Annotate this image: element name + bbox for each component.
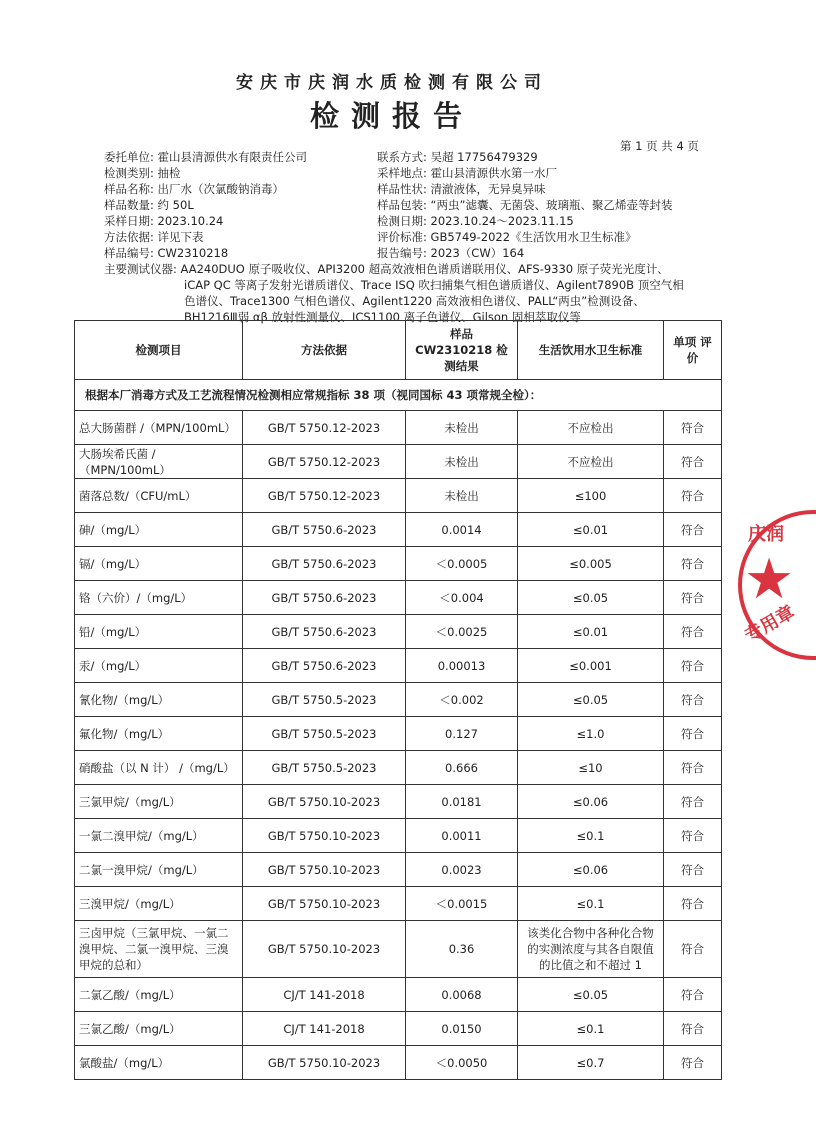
table-row: [75, 1046, 722, 1080]
standard-cell: ≤10: [518, 751, 664, 785]
table-row: [75, 978, 722, 1012]
table-row: [75, 615, 722, 649]
info-value: 清澈液体，无异臭异味: [430, 182, 546, 196]
info-row: [377, 197, 672, 213]
evaluation-cell: 符合: [664, 513, 722, 547]
info-value: 出厂水（次氯酸钠消毒）: [157, 182, 285, 196]
item-cell: 汞/（mg/L）: [75, 649, 243, 683]
method-cell: GB/T 5750.6-2023: [243, 649, 406, 683]
result-cell: ＜0.0050: [406, 1046, 518, 1080]
standard-cell: ≤0.05: [518, 581, 664, 615]
header-item: 检测项目: [75, 321, 243, 380]
info-value: 抽检: [157, 166, 181, 180]
info-label: 样品数量:: [104, 198, 154, 212]
standard-cell: ≤0.05: [518, 683, 664, 717]
method-cell: GB/T 5750.10-2023: [243, 1046, 406, 1080]
info-row: [104, 229, 307, 245]
table-row: [75, 479, 722, 513]
info-row: [104, 149, 307, 165]
item-cell: 氟化物/（mg/L）: [75, 717, 243, 751]
table-row: [75, 649, 722, 683]
table-row: [75, 1012, 722, 1046]
method-cell: GB/T 5750.12-2023: [243, 479, 406, 513]
standard-cell: ≤0.1: [518, 819, 664, 853]
evaluation-cell: 符合: [664, 1012, 722, 1046]
info-row: [104, 165, 307, 181]
company-stamp: [738, 510, 816, 660]
info-value: CW2310218: [157, 246, 229, 260]
info-row: [377, 149, 672, 165]
table-row: [75, 513, 722, 547]
info-label: 检测类别:: [104, 166, 154, 180]
result-cell: 0.00013: [406, 649, 518, 683]
item-cell: 砷/（mg/L）: [75, 513, 243, 547]
table-row: [75, 853, 722, 887]
method-cell: GB/T 5750.10-2023: [243, 887, 406, 921]
item-cell: 二氯乙酸/（mg/L）: [75, 978, 243, 1012]
table-row: [75, 445, 722, 479]
info-label: 检测日期:: [377, 214, 427, 228]
standard-cell: ≤0.06: [518, 853, 664, 887]
table-header-row: [75, 321, 722, 380]
result-cell: 0.36: [406, 921, 518, 978]
info-label: 采样地点:: [377, 166, 427, 180]
info-row: [377, 181, 672, 197]
company-name: 安庆市庆润水质检测有限公司: [236, 73, 548, 93]
evaluation-cell: 符合: [664, 411, 722, 445]
method-cell: GB/T 5750.5-2023: [243, 683, 406, 717]
report-title: 检测报告: [309, 99, 474, 133]
evaluation-cell: 符合: [664, 1046, 722, 1080]
evaluation-cell: 符合: [664, 581, 722, 615]
item-cell: 三氯甲烷/（mg/L）: [75, 785, 243, 819]
result-cell: 未检出: [406, 479, 518, 513]
evaluation-cell: 符合: [664, 853, 722, 887]
instruments: [104, 261, 684, 325]
method-cell: GB/T 5750.6-2023: [243, 513, 406, 547]
evaluation-cell: 符合: [664, 717, 722, 751]
standard-cell: 该类化合物中各种化合物的实测浓度与其各自限值的比值之和不超过 1: [518, 921, 664, 978]
info-label: 评价标准:: [377, 230, 427, 244]
info-value: “两虫”滤囊、无菌袋、玻璃瓶、聚乙烯壶等封装: [430, 198, 673, 212]
info-row: [377, 165, 672, 181]
item-cell: 二氯一溴甲烷/（mg/L）: [75, 853, 243, 887]
info-value: 2023.10.24～2023.11.15: [430, 214, 574, 228]
standard-cell: ≤0.7: [518, 1046, 664, 1080]
results-table: [74, 320, 722, 1080]
table-row: [75, 751, 722, 785]
result-cell: ＜0.004: [406, 581, 518, 615]
evaluation-cell: 符合: [664, 819, 722, 853]
method-cell: GB/T 5750.6-2023: [243, 615, 406, 649]
header-method: 方法依据: [243, 321, 406, 380]
result-cell: ＜0.0015: [406, 887, 518, 921]
header-standard: 生活饮用水卫生标准: [518, 321, 664, 380]
evaluation-cell: 符合: [664, 751, 722, 785]
info-label: 联系方式:: [377, 150, 427, 164]
table-row: [75, 785, 722, 819]
instruments-line: iCAP QC 等离子发射光谱质谱仪、Trace ISQ 吹扫捕集气相色谱质谱仪、Agilent7890B 顶空气相: [184, 278, 684, 292]
table-row: [75, 921, 722, 978]
info-label: 委托单位:: [104, 150, 154, 164]
band-row: [75, 380, 722, 411]
evaluation-cell: 符合: [664, 921, 722, 978]
method-cell: GB/T 5750.10-2023: [243, 853, 406, 887]
item-cell: 镉/（mg/L）: [75, 547, 243, 581]
standard-cell: 不应检出: [518, 445, 664, 479]
info-label: 样品性状:: [377, 182, 427, 196]
info-label: 方法依据:: [104, 230, 154, 244]
header-evaluation: 单项 评价: [664, 321, 722, 380]
standard-cell: 不应检出: [518, 411, 664, 445]
result-cell: 0.0023: [406, 853, 518, 887]
instruments-label: 主要测试仪器:: [104, 262, 177, 276]
item-cell: 一氯二溴甲烷/（mg/L）: [75, 819, 243, 853]
item-cell: 氰化物/（mg/L）: [75, 683, 243, 717]
method-cell: GB/T 5750.10-2023: [243, 785, 406, 819]
info-label: 样品编号:: [104, 246, 154, 260]
evaluation-cell: 符合: [664, 615, 722, 649]
item-cell: 铅/（mg/L）: [75, 615, 243, 649]
standard-cell: ≤1.0: [518, 717, 664, 751]
method-cell: GB/T 5750.10-2023: [243, 819, 406, 853]
standard-cell: ≤0.01: [518, 513, 664, 547]
info-row: [104, 197, 307, 213]
info-row: [104, 245, 307, 261]
method-cell: GB/T 5750.12-2023: [243, 445, 406, 479]
table-row: [75, 887, 722, 921]
instruments-line: 色谱仪、Trace1300 气相色谱仪、Agilent1220 高效液相色谱仪、PALL“两虫”检测设备、: [184, 294, 645, 308]
table-row: [75, 547, 722, 581]
result-cell: 0.0150: [406, 1012, 518, 1046]
standard-cell: ≤0.005: [518, 547, 664, 581]
table-row: [75, 717, 722, 751]
info-row: [104, 213, 307, 229]
info-value: 2023（CW）164: [430, 246, 525, 260]
method-cell: GB/T 5750.6-2023: [243, 581, 406, 615]
info-value: 吴超 17756479329: [430, 150, 538, 164]
info-label: 采样日期:: [104, 214, 154, 228]
stamp-text-bottom: 专用章: [741, 601, 799, 647]
result-cell: ＜0.0005: [406, 547, 518, 581]
method-cell: GB/T 5750.5-2023: [243, 717, 406, 751]
evaluation-cell: 符合: [664, 445, 722, 479]
standard-cell: ≤0.06: [518, 785, 664, 819]
info-row: [377, 229, 672, 245]
info-value: 2023.10.24: [157, 214, 224, 228]
instruments-line: 主要测试仪器: AA240DUO 原子吸收仪、API3200 超高效液相色谱质谱联用仪、AFS-9330 原子荧光光度计、: [104, 262, 669, 276]
info-label: 样品名称:: [104, 182, 154, 196]
band-text: 根据本厂消毒方式及工艺流程情况检测相应常规指标 38 项（视同国标 43 项常规全检）：: [75, 380, 722, 411]
info-value: GB5749-2022《生活饮用水卫生标准》: [430, 230, 637, 244]
standard-cell: ≤0.01: [518, 615, 664, 649]
item-cell: 硝酸盐（以 N 计） /（mg/L）: [75, 751, 243, 785]
standard-cell: ≤0.001: [518, 649, 664, 683]
evaluation-cell: 符合: [664, 785, 722, 819]
standard-cell: ≤100: [518, 479, 664, 513]
instruments-line: BH1216Ⅲ弱 αβ 放射性测量仪、ICS1100 离子色谱仪、Gilson 固相萃取仪等: [184, 310, 581, 324]
page-info: 第 1 页 共 4 页: [620, 139, 699, 153]
result-cell: 0.0068: [406, 978, 518, 1012]
item-cell: 氯酸盐/（mg/L）: [75, 1046, 243, 1080]
info-label: 样品包装:: [377, 198, 427, 212]
evaluation-cell: 符合: [664, 978, 722, 1012]
result-cell: ＜0.0025: [406, 615, 518, 649]
item-cell: 菌落总数/（CFU/mL）: [75, 479, 243, 513]
item-cell: 铬（六价）/（mg/L）: [75, 581, 243, 615]
item-cell: 三溴甲烷/（mg/L）: [75, 887, 243, 921]
item-cell: 三卤甲烷（三氯甲烷、一氯二溴甲烷、二氯一溴甲烷、三溴甲烷的总和）: [75, 921, 243, 978]
method-cell: GB/T 5750.12-2023: [243, 411, 406, 445]
table-row: [75, 411, 722, 445]
stamp-text-top: 庆润: [748, 524, 784, 545]
result-cell: 0.666: [406, 751, 518, 785]
result-cell: ＜0.002: [406, 683, 518, 717]
info-label: 报告编号:: [377, 246, 427, 260]
table-row: [75, 819, 722, 853]
result-cell: 未检出: [406, 445, 518, 479]
info-value: 详见下表: [157, 230, 204, 244]
evaluation-cell: 符合: [664, 479, 722, 513]
info-value: 霍山县清源供水有限责任公司: [157, 150, 308, 164]
table-row: [75, 581, 722, 615]
method-cell: GB/T 5750.6-2023: [243, 547, 406, 581]
info-row: [377, 245, 672, 261]
evaluation-cell: 符合: [664, 683, 722, 717]
evaluation-cell: 符合: [664, 887, 722, 921]
method-cell: GB/T 5750.10-2023: [243, 921, 406, 978]
info-left: [104, 149, 307, 261]
info-row: [104, 181, 307, 197]
header-result: 样品 CW2310218 检测结果: [406, 321, 518, 380]
result-cell: 0.0181: [406, 785, 518, 819]
info-value: 霍山县清源供水第一水厂: [430, 166, 558, 180]
result-cell: 0.0014: [406, 513, 518, 547]
item-cell: 三氯乙酸/（mg/L）: [75, 1012, 243, 1046]
star-icon: ★: [744, 547, 795, 612]
result-cell: 0.0011: [406, 819, 518, 853]
standard-cell: ≤0.05: [518, 978, 664, 1012]
evaluation-cell: 符合: [664, 649, 722, 683]
info-right: [377, 149, 672, 261]
info-value: 约 50L: [157, 198, 194, 212]
item-cell: 大肠埃希氏菌 /（MPN/100mL）: [75, 445, 243, 479]
standard-cell: ≤0.1: [518, 887, 664, 921]
method-cell: CJ/T 141-2018: [243, 1012, 406, 1046]
method-cell: GB/T 5750.5-2023: [243, 751, 406, 785]
method-cell: CJ/T 141-2018: [243, 978, 406, 1012]
info-row: [377, 213, 672, 229]
evaluation-cell: 符合: [664, 547, 722, 581]
result-cell: 0.127: [406, 717, 518, 751]
standard-cell: ≤0.1: [518, 1012, 664, 1046]
result-cell: 未检出: [406, 411, 518, 445]
table-row: [75, 683, 722, 717]
item-cell: 总大肠菌群 /（MPN/100mL）: [75, 411, 243, 445]
